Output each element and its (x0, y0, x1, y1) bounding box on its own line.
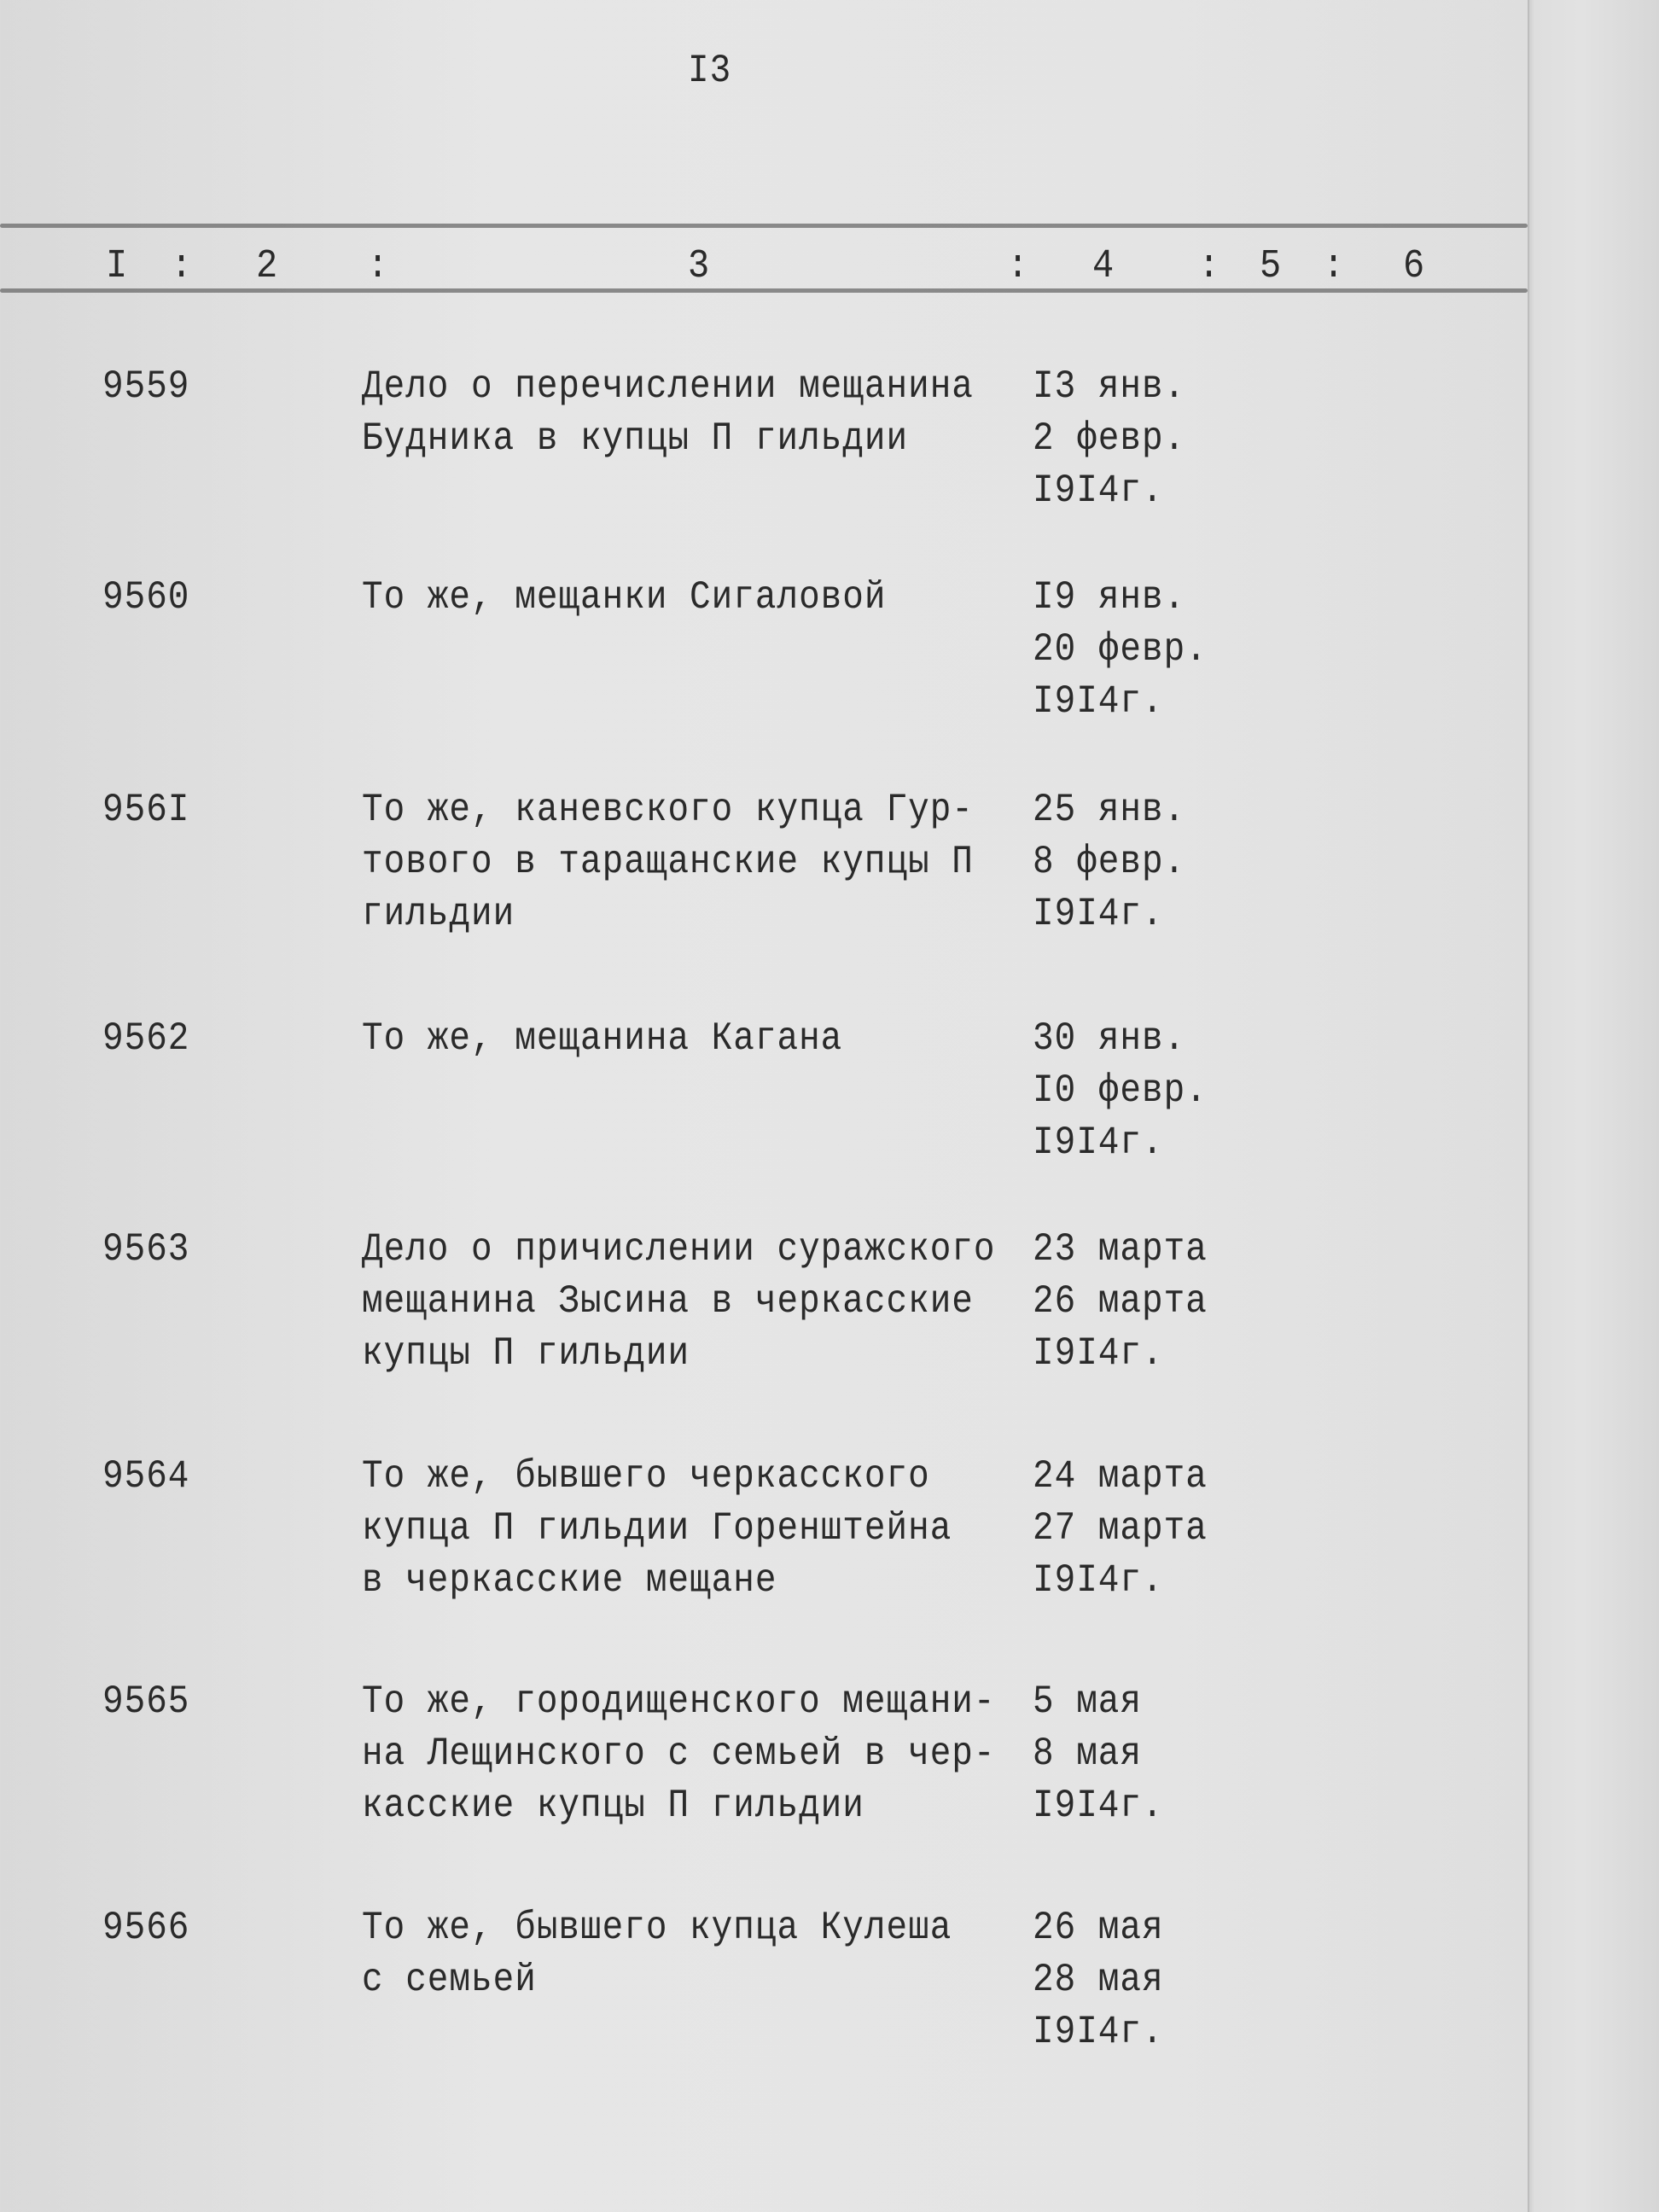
entry-description-line: То же, каневского купца Гур- (362, 788, 974, 833)
entry-description-line: То же, бывшего купца Кулеша (362, 1906, 952, 1951)
entry-description-line: мещанина Зысина в черкасские (362, 1279, 974, 1324)
entry-date-line: 30 янв. (1033, 1016, 1186, 1062)
column-header-4: 4 (1092, 242, 1115, 289)
entry-date-line: I9 янв. (1033, 575, 1186, 620)
column-separator: : (367, 242, 390, 289)
column-header-3: 3 (688, 242, 711, 289)
entry-date-line: I9I4г. (1033, 892, 1164, 937)
page-number: I3 (688, 49, 732, 94)
column-separator: : (171, 242, 194, 289)
entry-date-line: 25 янв. (1033, 788, 1186, 833)
entry-date-line: I9I4г. (1033, 679, 1164, 725)
column-header-1: I (106, 242, 129, 289)
entry-date-line: I9I4г. (1033, 469, 1164, 514)
entry-date-line: I9I4г. (1033, 1558, 1164, 1604)
header-bottom-rule (0, 288, 1528, 293)
entry-number: 9562 (102, 1016, 190, 1062)
entry-description-line: купцы П гильдии (362, 1331, 690, 1377)
entry-date-line: 24 марта (1033, 1454, 1208, 1499)
entry-date-line: 20 февр. (1033, 627, 1208, 672)
entry-number: 9560 (102, 575, 190, 620)
entry-number: 9566 (102, 1906, 190, 1951)
entry-date-line: 8 мая (1033, 1732, 1143, 1777)
entry-description-line: купца П гильдии Горенштейна (362, 1506, 952, 1551)
column-separator: : (1007, 242, 1030, 289)
entry-number: 9564 (102, 1454, 190, 1499)
entry-date-line: 27 марта (1033, 1506, 1208, 1551)
column-separator: : (1323, 242, 1346, 289)
entry-description-line: Дело о причислении суражского (362, 1227, 996, 1272)
entry-description-line: в черкасские мещане (362, 1558, 777, 1604)
entry-date-line: I0 февр. (1033, 1068, 1208, 1114)
entry-number: 9565 (102, 1679, 190, 1725)
entry-description-line: касские купцы П гильдии (362, 1784, 864, 1829)
entry-date-line: 2 февр. (1033, 416, 1186, 462)
entry-description-line: с семьей (362, 1958, 537, 2003)
entry-date-line: 26 марта (1033, 1279, 1208, 1324)
entry-description-line: То же, мещанки Сигаловой (362, 575, 887, 620)
entry-description-line: Будника в купцы П гильдии (362, 416, 909, 462)
entry-description-line: тового в таращанские купцы П (362, 840, 974, 885)
column-header-6: 6 (1403, 242, 1426, 289)
entry-date-line: I9I4г. (1033, 1331, 1164, 1377)
entry-date-line: 23 марта (1033, 1227, 1208, 1272)
entry-date-line: I9I4г. (1033, 2010, 1164, 2055)
entry-date-line: I9I4г. (1033, 1121, 1164, 1166)
column-header-2: 2 (256, 242, 279, 289)
entry-date-line: I3 янв. (1033, 364, 1186, 410)
header-top-rule (0, 224, 1528, 228)
entry-number: 9559 (102, 364, 190, 410)
entry-number: 9563 (102, 1227, 190, 1272)
page-edge (1528, 0, 1659, 2212)
entry-description-line: То же, бывшего черкасского (362, 1454, 930, 1499)
entry-date-line: 28 мая (1033, 1958, 1164, 2003)
entry-description-line: То же, мещанина Кагана (362, 1016, 843, 1062)
entry-date-line: 8 февр. (1033, 840, 1186, 885)
entry-number: 956I (102, 788, 190, 833)
entry-date-line: 26 мая (1033, 1906, 1164, 1951)
entry-date-line: 5 мая (1033, 1679, 1143, 1725)
entry-description-line: Дело о перечислении мещанина (362, 364, 974, 410)
entry-description-line: гильдии (362, 892, 515, 937)
column-header-5: 5 (1260, 242, 1283, 289)
entry-description-line: То же, городищенского мещани- (362, 1679, 996, 1725)
column-separator: : (1198, 242, 1221, 289)
entry-date-line: I9I4г. (1033, 1784, 1164, 1829)
entry-description-line: на Лещинского с семьей в чер- (362, 1732, 996, 1777)
